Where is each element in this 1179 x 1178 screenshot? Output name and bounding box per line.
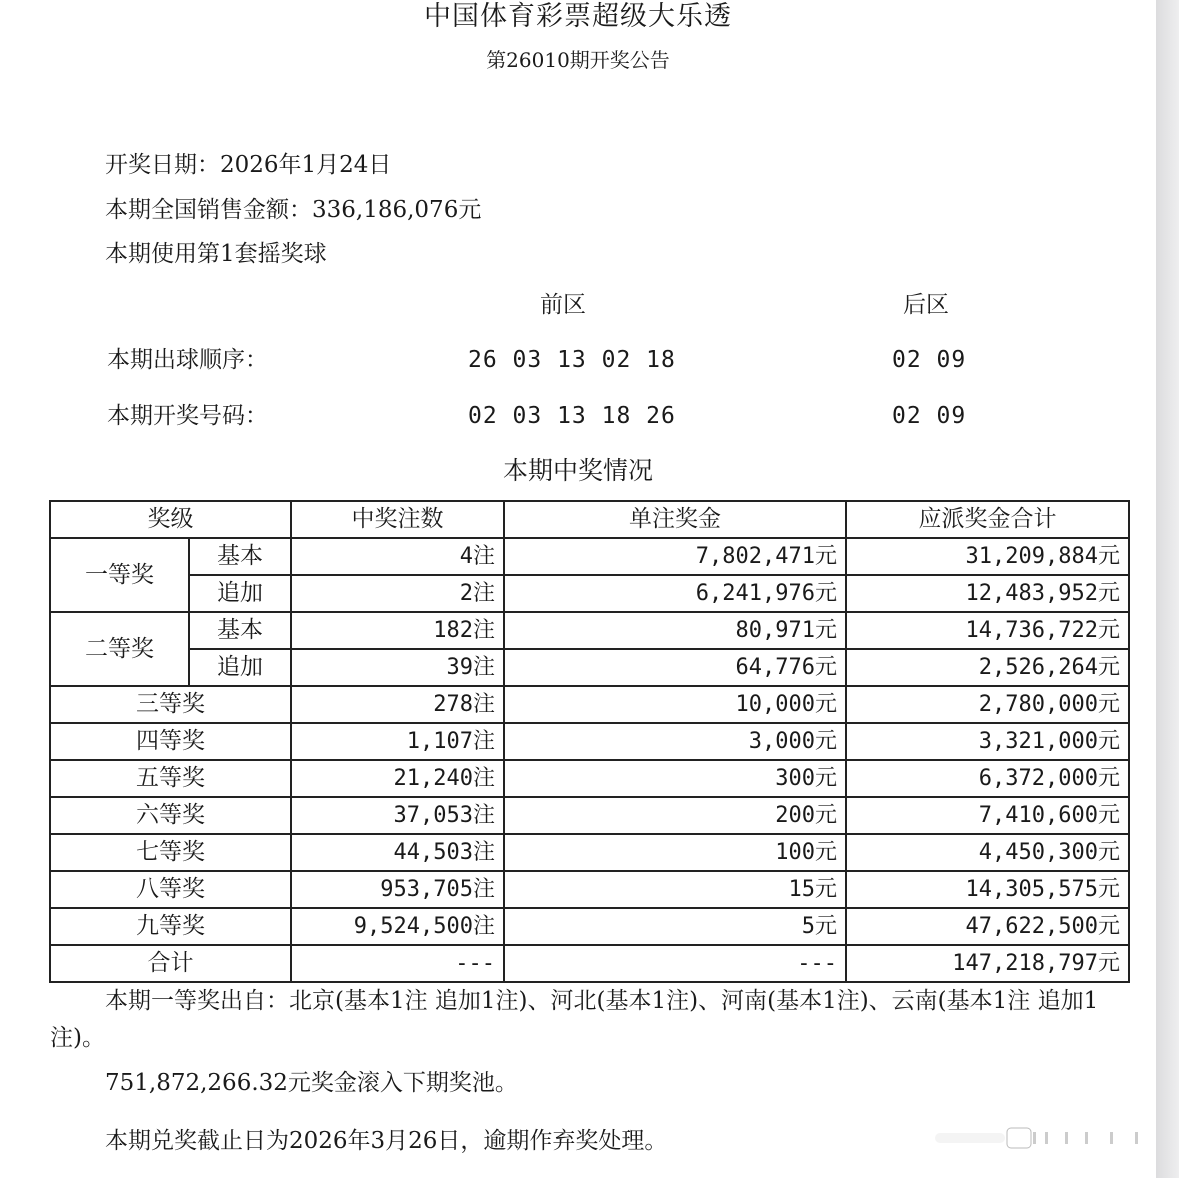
- page-edge-shadow: [1156, 0, 1179, 1178]
- prize-level: 八等奖: [50, 871, 291, 908]
- win-count: 1,107注: [291, 723, 504, 760]
- first-prize-locations: 本期一等奖出自：北京(基本1注 追加1注)、河北(基本1注)、河南(基本1注)、云南(基本1注 追加1注)。: [50, 988, 1099, 1051]
- table-row: [50, 871, 1129, 908]
- prize-sublevel: 追加: [189, 575, 291, 612]
- total-prize: 6,372,000元: [846, 760, 1129, 797]
- unit-prize: 300元: [504, 760, 846, 797]
- header-total: 应派奖金合计: [846, 501, 1129, 538]
- win-count: 2注: [291, 575, 504, 612]
- unit-prize: 3,000元: [504, 723, 846, 760]
- prize-level: 九等奖: [50, 908, 291, 945]
- prize-sublevel: 基本: [189, 612, 291, 649]
- table-row: [50, 760, 1129, 797]
- prize-level: 二等奖: [50, 612, 189, 686]
- table-row: [50, 723, 1129, 760]
- unit-prize: 6,241,976元: [504, 575, 846, 612]
- win-count: 39注: [291, 649, 504, 686]
- table-sum-row: [50, 945, 1129, 982]
- winning-numbers-front: 02 03 13 18 26: [468, 403, 676, 429]
- prize-level: 四等奖: [50, 723, 291, 760]
- page-title: 中国体育彩票超级大乐透: [424, 1, 732, 32]
- jackpot-rollover: 751,872,266.32元奖金滚入下期奖池。: [105, 1070, 518, 1096]
- header-amount: 单注奖金: [504, 501, 846, 538]
- win-count: 182注: [291, 612, 504, 649]
- total-prize: 4,450,300元: [846, 834, 1129, 871]
- unit-prize: 15元: [504, 871, 846, 908]
- table-row: [50, 834, 1129, 871]
- win-count: 278注: [291, 686, 504, 723]
- winning-numbers-label: 本期开奖号码：: [107, 403, 268, 429]
- prize-sublevel: 追加: [189, 649, 291, 686]
- unit-prize: 80,971元: [504, 612, 846, 649]
- prize-level: 七等奖: [50, 834, 291, 871]
- sum-amount: ---: [504, 945, 846, 982]
- unit-prize: 200元: [504, 797, 846, 834]
- total-prize: 7,410,600元: [846, 797, 1129, 834]
- prize-sublevel: 基本: [189, 538, 291, 575]
- prize-level: 五等奖: [50, 760, 291, 797]
- table-row: [50, 686, 1129, 723]
- unit-prize: 100元: [504, 834, 846, 871]
- total-prize: 2,526,264元: [846, 649, 1129, 686]
- table-row: [50, 575, 1129, 612]
- claim-deadline: 本期兑奖截止日为2026年3月26日，逾期作弃奖处理。: [105, 1128, 668, 1154]
- win-count: 21,240注: [291, 760, 504, 797]
- sum-count: ---: [291, 945, 504, 982]
- draw-date: 开奖日期：2026年1月24日: [105, 152, 392, 178]
- sum-total: 147,218,797元: [846, 945, 1129, 982]
- total-prize: 31,209,884元: [846, 538, 1129, 575]
- prize-section-title: 本期中奖情况: [502, 456, 653, 485]
- front-zone-label: 前区: [540, 292, 586, 318]
- sales-amount: 本期全国销售金额：336,186,076元: [105, 197, 482, 223]
- total-prize: 14,736,722元: [846, 612, 1129, 649]
- sum-label: 合计: [50, 945, 291, 982]
- unit-prize: 5元: [504, 908, 846, 945]
- draw-order-front: 26 03 13 02 18: [468, 347, 676, 373]
- issue-subtitle: 第26010期开奖公告: [486, 48, 670, 72]
- prize-level: 一等奖: [50, 538, 189, 612]
- win-count: 37,053注: [291, 797, 504, 834]
- table-row: [50, 908, 1129, 945]
- prize-level: 三等奖: [50, 686, 291, 723]
- header-count: 中奖注数: [291, 501, 504, 538]
- prize-level: 六等奖: [50, 797, 291, 834]
- ball-set: 本期使用第1套摇奖球: [105, 241, 327, 267]
- win-count: 953,705注: [291, 871, 504, 908]
- table-row: [50, 538, 1129, 575]
- table-row: [50, 649, 1129, 686]
- total-prize: 14,305,575元: [846, 871, 1129, 908]
- back-zone-label: 后区: [903, 292, 949, 318]
- unit-prize: 64,776元: [504, 649, 846, 686]
- total-prize: 2,780,000元: [846, 686, 1129, 723]
- unit-prize: 7,802,471元: [504, 538, 846, 575]
- draw-order-label: 本期出球顺序：: [107, 347, 268, 373]
- total-prize: 47,622,500元: [846, 908, 1129, 945]
- header-level: 奖级: [50, 501, 291, 538]
- winning-numbers-back: 02 09: [892, 403, 967, 429]
- unit-prize: 10,000元: [504, 686, 846, 723]
- win-count: 44,503注: [291, 834, 504, 871]
- prize-table: [49, 500, 1130, 983]
- table-header-row: [50, 501, 1129, 538]
- table-row: [50, 797, 1129, 834]
- table-row: [50, 612, 1129, 649]
- scroll-indicator-icon[interactable]: [935, 1127, 1155, 1149]
- total-prize: 12,483,952元: [846, 575, 1129, 612]
- win-count: 9,524,500注: [291, 908, 504, 945]
- draw-order-back: 02 09: [892, 347, 967, 373]
- win-count: 4注: [291, 538, 504, 575]
- total-prize: 3,321,000元: [846, 723, 1129, 760]
